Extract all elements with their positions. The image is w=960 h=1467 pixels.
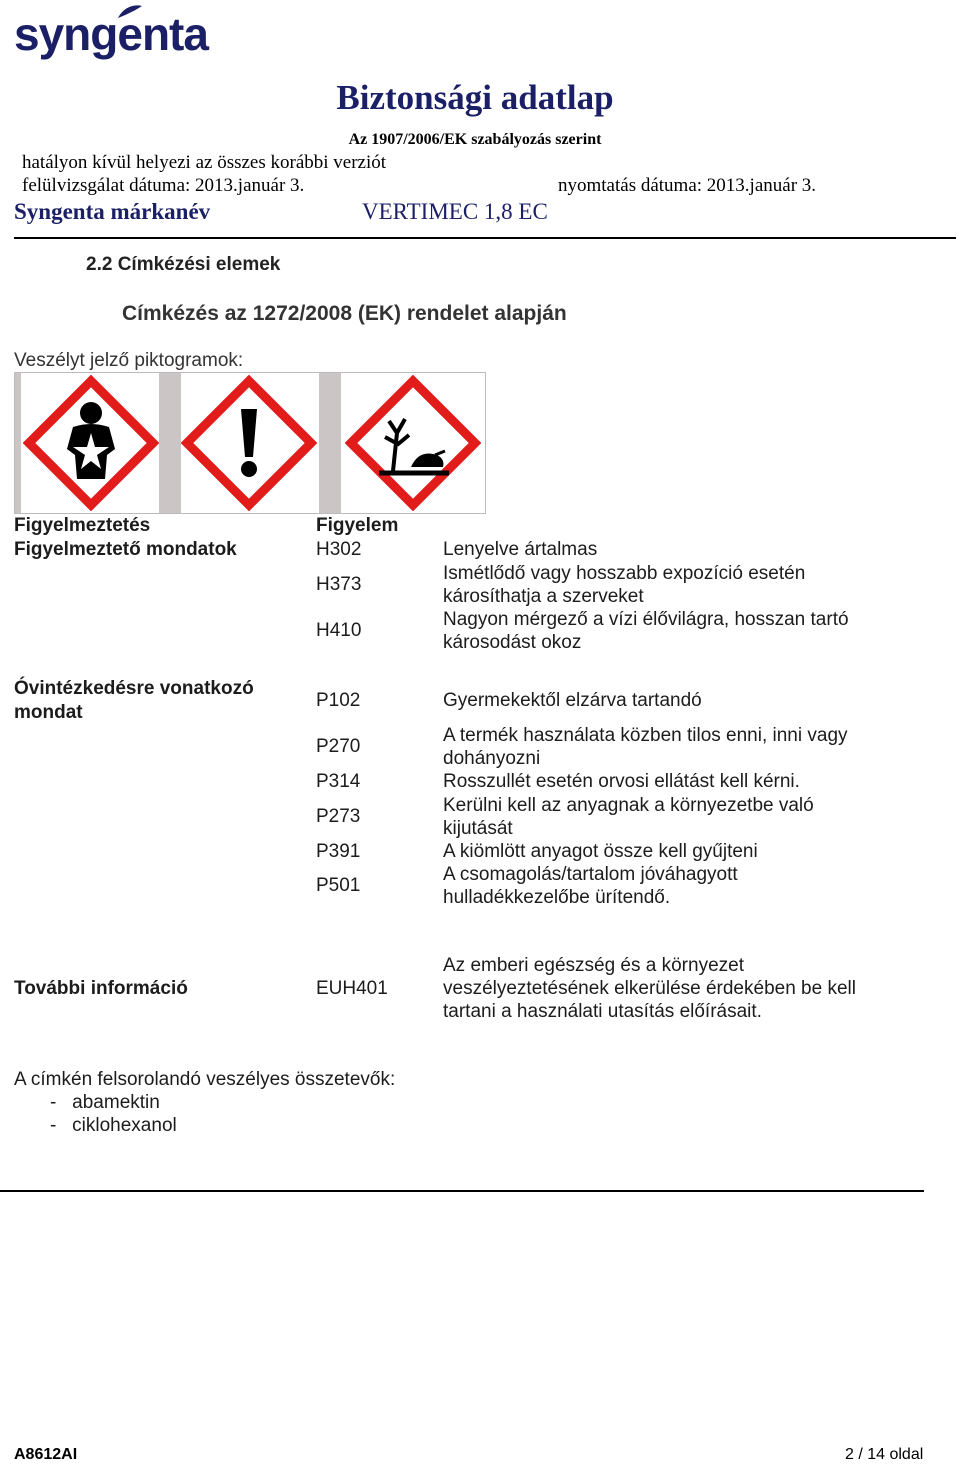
precaution-label-cont: mondat [14, 702, 83, 723]
pictograms-label: Veszélyt jelző piktogramok: [14, 350, 244, 371]
supersede-note: hatályon kívül helyezi az összes korábbi verziót [22, 152, 387, 173]
extra-info-text: Az emberi egészség és a környezet [443, 955, 744, 976]
hazard-text: károsodást okoz [443, 632, 582, 653]
extra-info-label: További információ [14, 978, 188, 999]
pictogram-strip [14, 372, 486, 514]
warning-label: Figyelmeztetés [14, 515, 151, 536]
precaution-code: P314 [316, 771, 361, 792]
precaution-text: kijutását [443, 818, 513, 839]
precaution-text: Gyermekektől elzárva tartandó [443, 690, 702, 711]
health-hazard-icon [23, 375, 159, 511]
brand-label: Syngenta márkanév [14, 199, 211, 224]
document-subtitle: Az 1907/2006/EK szabályozás szerint [348, 131, 602, 148]
section-heading: 2.2 Címkézési elemek [86, 254, 281, 275]
precaution-text: A termék használata közben tilos enni, inni vagy [443, 725, 848, 746]
revision-date: felülvizsgálat dátuma: 2013.január 3. [22, 175, 305, 196]
warning-value: Figyelem [316, 515, 399, 536]
precaution-code: P391 [316, 841, 361, 862]
precaution-label: Óvintézkedésre vonatkozó [14, 678, 254, 699]
ingredient-item: - ciklohexanol [50, 1115, 177, 1136]
ingredients-label: A címkén felsorolandó veszélyes összetevők: [14, 1069, 396, 1090]
header-divider [14, 237, 956, 239]
precaution-text: Kerülni kell az anyagnak a környezetbe való [443, 795, 814, 816]
precaution-text: A kiömlött anyagot össze kell gyűjteni [443, 841, 758, 862]
section-subheading: Címkézés az 1272/2008 (EK) rendelet alapján [122, 302, 567, 325]
extra-info-text: veszélyeztetésének elkerülése érdekében be kell [443, 978, 856, 999]
precaution-text: A csomagolás/tartalom jóváhagyott [443, 864, 738, 885]
ingredient-item: - abamektin [50, 1092, 160, 1113]
hazard-code: H302 [316, 539, 362, 560]
page-number: 2 / 14 oldal [845, 1446, 924, 1463]
document-title: Biztonsági adatlap [336, 78, 614, 117]
precaution-text: Rosszullét esetén orvosi ellátást kell kérni. [443, 771, 800, 792]
extra-info-text: tartani a használati utasítás előírásait. [443, 1001, 762, 1022]
hazard-text: Lenyelve ártalmas [443, 539, 598, 560]
precaution-text: dohányozni [443, 748, 541, 769]
hazard-text: Nagyon mérgező a vízi élővilágra, hosszan tartó [443, 609, 849, 630]
product-name: VERTIMEC 1,8 EC [362, 199, 548, 224]
hazard-code: H373 [316, 574, 362, 595]
hazard-text: károsíthatja a szerveket [443, 586, 644, 607]
precaution-code: P102 [316, 690, 361, 711]
content-divider [0, 1190, 924, 1192]
svg-text:syngenta: syngenta [14, 8, 208, 60]
print-date: nyomtatás dátuma: 2013.január 3. [558, 175, 817, 196]
precaution-code: P270 [316, 736, 361, 757]
precaution-code: P273 [316, 806, 361, 827]
hazard-code: H410 [316, 620, 362, 641]
environment-icon [345, 375, 481, 511]
syngenta-logo [14, 0, 214, 70]
precaution-text: hulladékkezelőbe ürítendő. [443, 887, 671, 908]
hazard-label: Figyelmeztető mondatok [14, 539, 237, 560]
extra-info-code: EUH401 [316, 978, 388, 999]
document-code: A8612AI [14, 1446, 78, 1463]
exclamation-mark-icon [181, 375, 317, 511]
precaution-code: P501 [316, 875, 361, 896]
hazard-text: Ismétlődő vagy hosszabb expozíció esetén [443, 563, 806, 584]
